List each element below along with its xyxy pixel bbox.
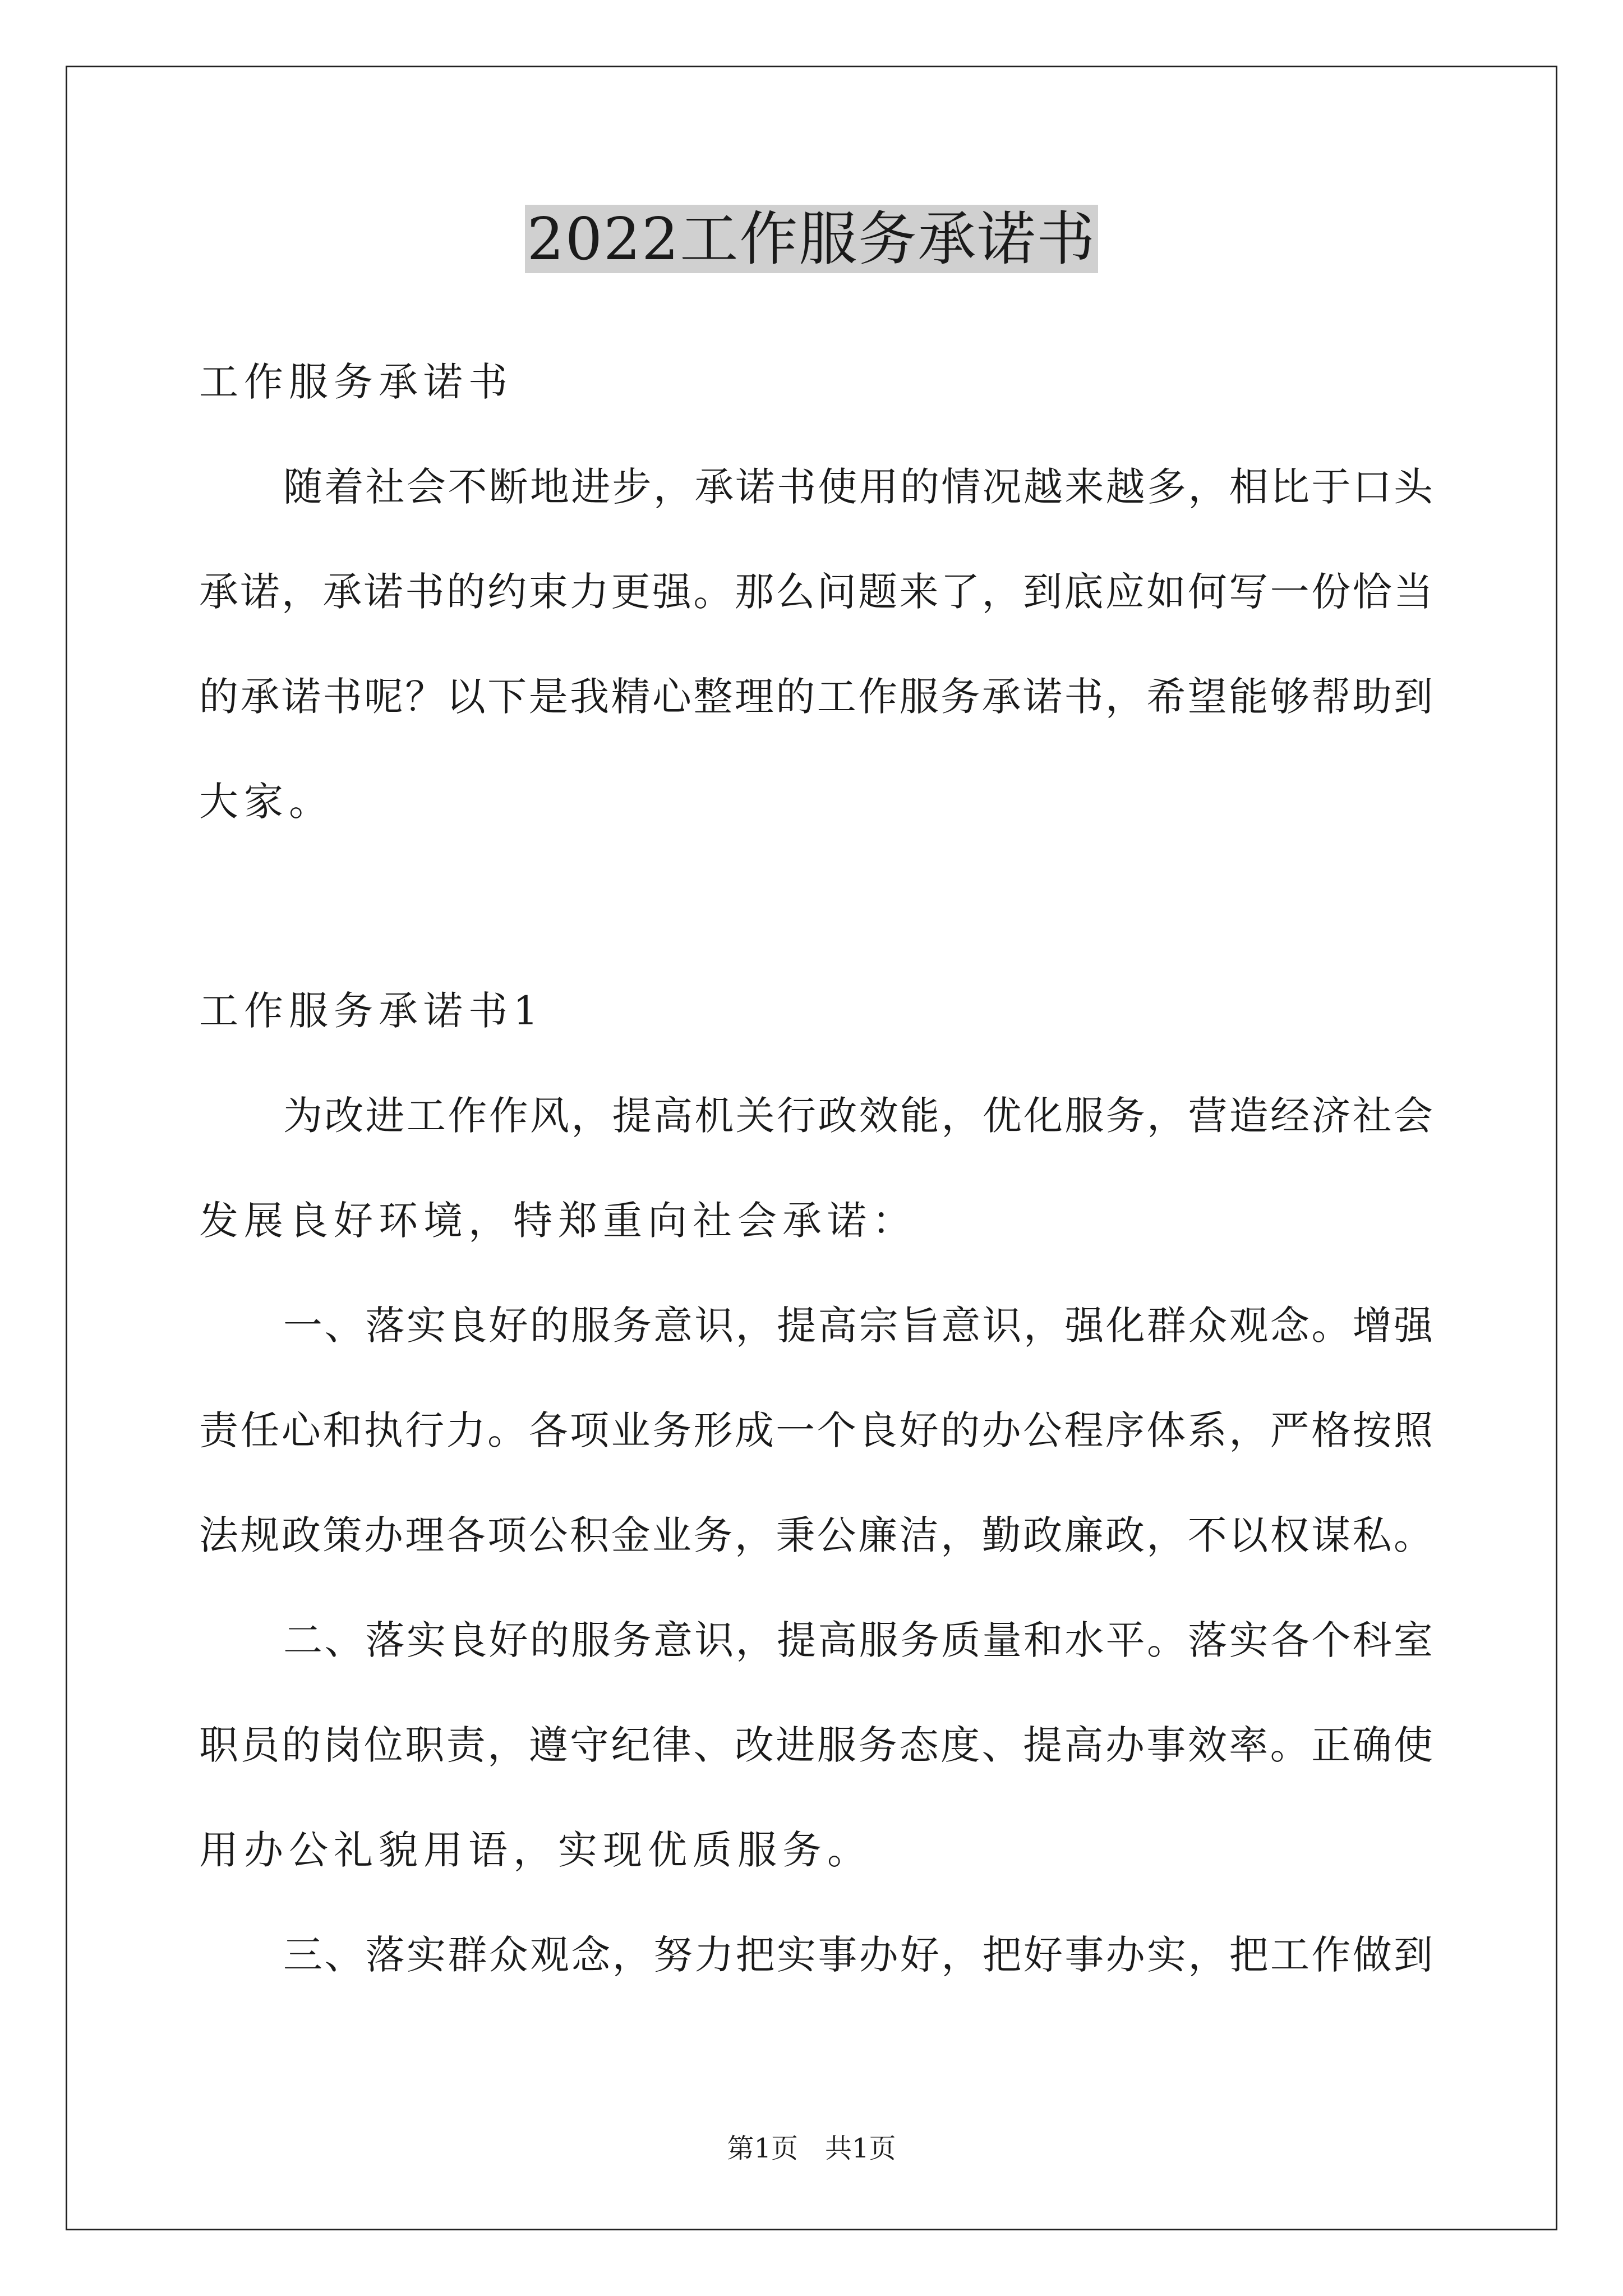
paragraph-line: 用办公礼貌用语，实现优质服务。 [199,1827,872,1873]
paragraph-line: 责任心和执行力。各项业务形成一个良好的办公程序体系，严格按照 [199,1407,1433,1453]
document-title-text: 2022工作服务承诺书 [525,205,1099,273]
paragraph-line: 的承诺书呢？以下是我精心整理的工作服务承诺书，希望能够帮助到 [199,674,1433,720]
paragraph-line: 二、落实良好的服务意识，提高服务质量和水平。落实各个科室 [283,1617,1433,1663]
section-heading: 工作服务承诺书 [199,359,513,405]
paragraph-line: 发展良好环境，特郑重向社会承诺： [199,1198,917,1244]
paragraph-line: 为改进工作作风，提高机关行政效能，优化服务，营造经济社会 [283,1093,1433,1139]
paragraph-line: 职员的岗位职责，遵守纪律、改进服务态度、提高办事效率。正确使 [199,1722,1433,1768]
paragraph-line: 随着社会不断地进步，承诺书使用的情况越来越多，相比于口头 [283,464,1433,510]
paragraph-line: 一、落实良好的服务意识，提高宗旨意识，强化群众观念。增强 [283,1303,1433,1349]
paragraph-line: 承诺，承诺书的约束力更强。那么问题来了，到底应如何写一份恰当 [199,569,1433,615]
paragraph-line: 法规政策办理各项公积金业务，秉公廉洁，勤政廉政，不以权谋私。 [199,1512,1433,1558]
section-heading: 工作服务承诺书1 [199,988,544,1034]
paragraph-line: 三、落实群众观念，努力把实事办好，把好事办实，把工作做到 [283,1932,1433,1978]
page-number: 第1页 共1页 [727,2133,896,2164]
paragraph-line: 大家。 [199,779,334,825]
document-title [0,200,1623,278]
